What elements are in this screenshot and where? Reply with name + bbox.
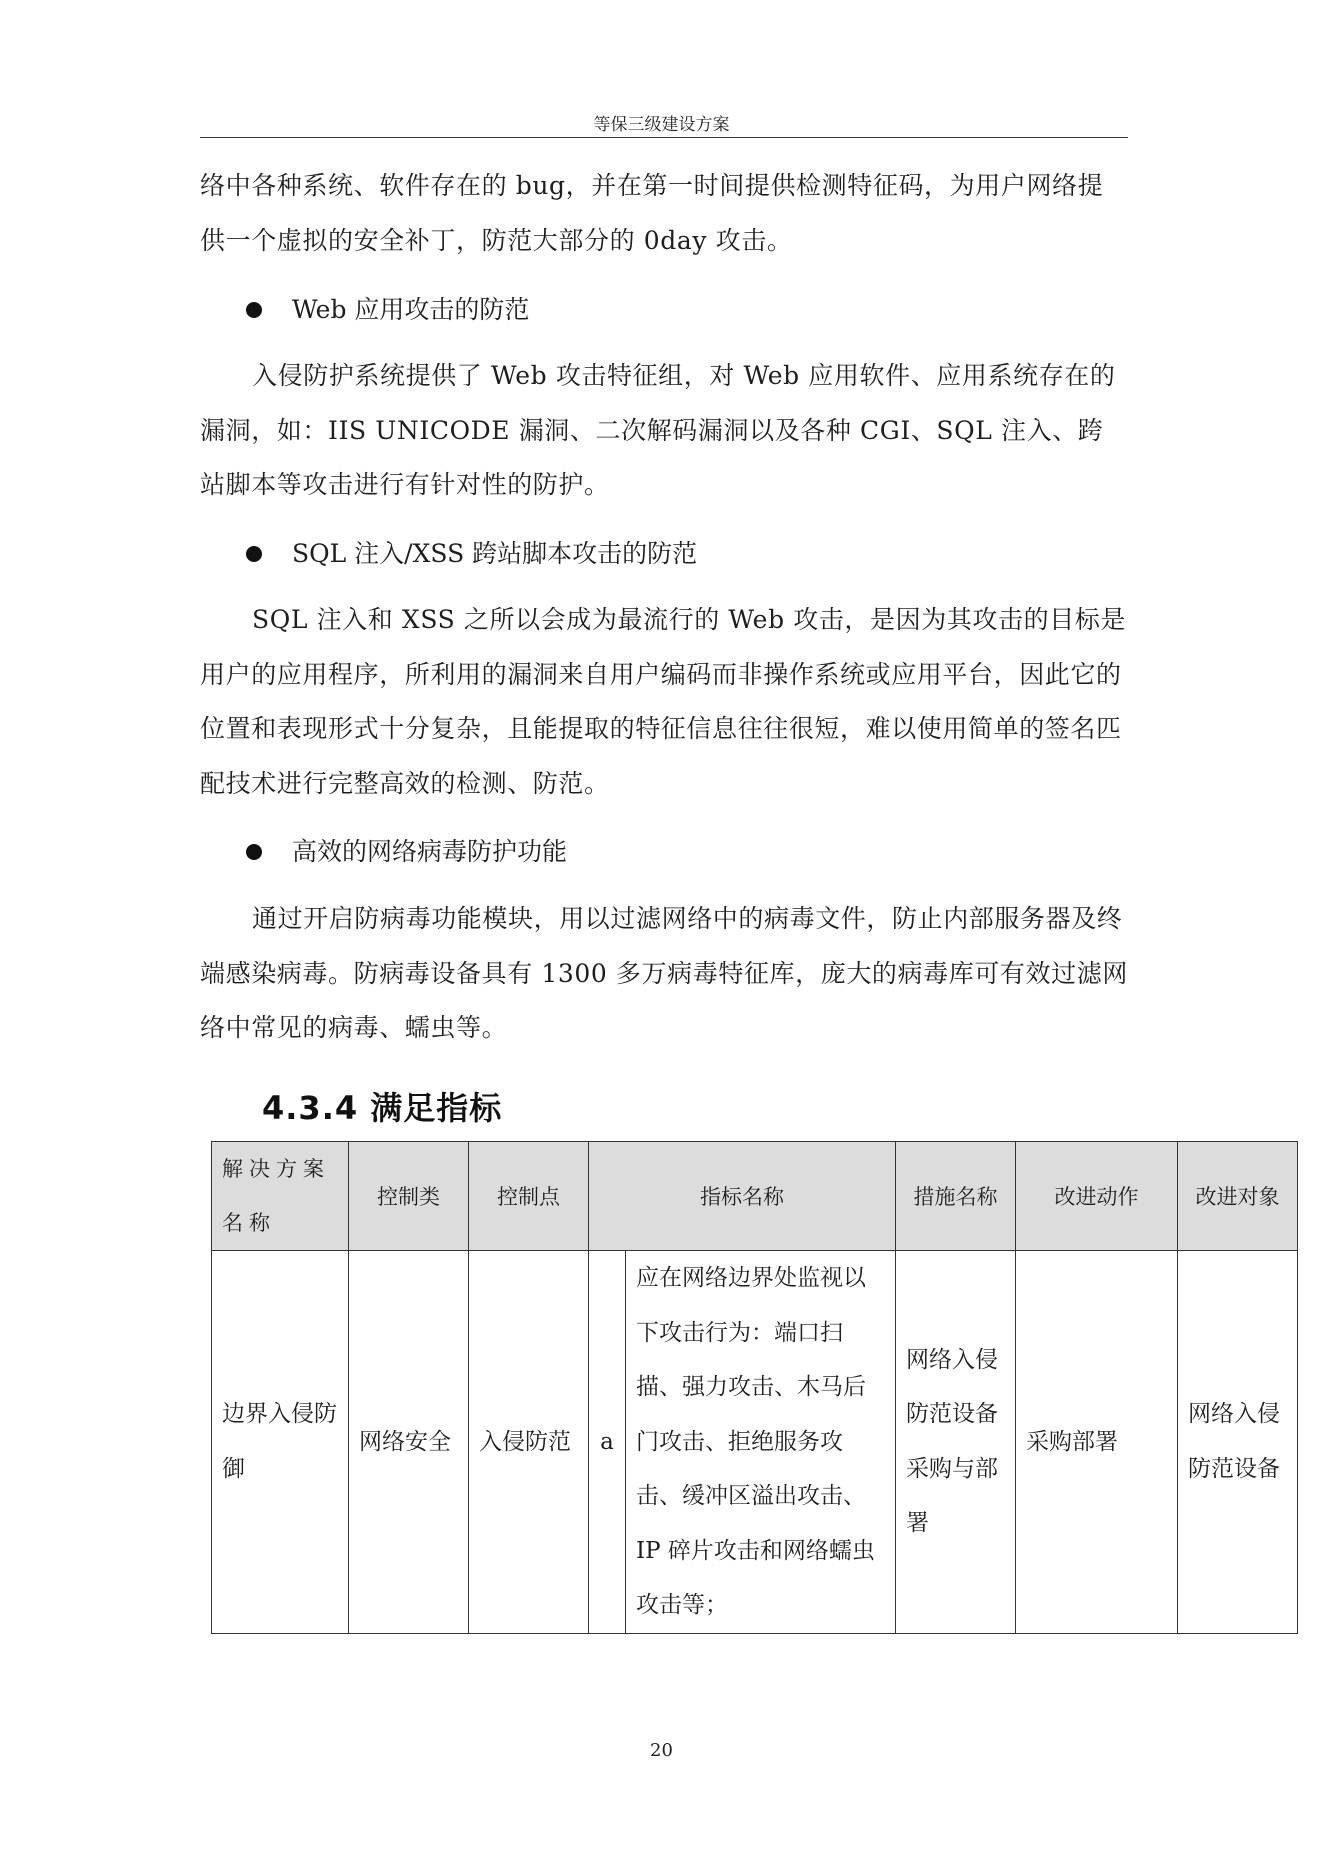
cell-item-letter: a — [589, 1251, 626, 1634]
intro-paragraph: 络中各种系统、软件存在的 bug，并在第一时间提供检测特征码，为用户网络提供一个虚拟的安全补丁，防范大部分的 0day 攻击。 — [200, 171, 1104, 255]
cell-control-class: 网络安全 — [349, 1251, 469, 1634]
bullet-dot-icon — [246, 844, 262, 860]
cell-improve-target: 网络入侵防范设备 — [1178, 1251, 1298, 1634]
header-control-class: 控制类 — [349, 1142, 469, 1251]
header-improve-target: 改进对象 — [1178, 1142, 1298, 1251]
bullet-dot-icon — [246, 546, 262, 562]
virus-paragraph: 通过开启防病毒功能模块，用以过滤网络中的病毒文件，防止内部服务器及终端感染病毒。防病毒设备具有 1300 多万病毒特征库，庞大的病毒库可有效过滤网络中常见的病毒、蠕虫等。 — [200, 904, 1128, 1042]
cell-control-point: 入侵防范 — [469, 1251, 589, 1634]
bullet-web-attack — [246, 290, 529, 330]
header-solution-name: 解决方案名称 — [212, 1142, 349, 1251]
indicator-table — [211, 1141, 1298, 1634]
section-heading: 4.3.4 满足指标 — [262, 1089, 503, 1127]
page-number: 20 — [650, 1740, 673, 1761]
cell-indicator-text: 应在网络边界处监视以下攻击行为：端口扫描、强力攻击、木马后门攻击、拒绝服务攻击、缓冲区溢出攻击、IP 碎片攻击和网络蠕虫攻击等； — [626, 1251, 896, 1634]
cell-solution-name: 边界入侵防御 — [212, 1251, 349, 1634]
web-paragraph: 入侵防护系统提供了 Web 攻击特征组，对 Web 应用软件、应用系统存在的漏洞，如：IIS UNICODE 漏洞、二次解码漏洞以及各种 CGI、SQL 注入、跨站脚本等攻击进行有针对性的防护。 — [200, 361, 1116, 499]
sql-paragraph: SQL 注入和 XSS 之所以会成为最流行的 Web 攻击，是因为其攻击的目标是用户的应用程序，所利用的漏洞来自用户编码而非操作系统或应用平台，因此它的位置和表现形式十分复杂，且能提取的特征信息往往很短，难以使用简单的签名匹配技术进行完整高效的检测、防范。 — [200, 605, 1127, 798]
bullet-web-label: Web 应用攻击的防范 — [292, 295, 530, 324]
bullet-sql-xss — [246, 534, 697, 574]
table-row — [212, 1251, 1298, 1634]
header-divider — [200, 137, 1128, 138]
cell-improve-action: 采购部署 — [1016, 1251, 1178, 1634]
bullet-dot-icon — [246, 302, 262, 318]
bullet-virus-label: 高效的网络病毒防护功能 — [292, 837, 568, 866]
header-measure-name: 措施名称 — [896, 1142, 1016, 1251]
header-indicator-name: 指标名称 — [589, 1142, 896, 1251]
bullet-sql-label: SQL 注入/XSS 跨站脚本攻击的防范 — [292, 539, 698, 568]
header-control-point: 控制点 — [469, 1142, 589, 1251]
header-improve-action: 改进动作 — [1016, 1142, 1178, 1251]
bullet-virus — [246, 832, 567, 872]
cell-measure-name: 网络入侵防范设备采购与部署 — [896, 1251, 1016, 1634]
page-header-title: 等保三级建设方案 — [593, 115, 730, 135]
table-header-row — [212, 1142, 1298, 1251]
